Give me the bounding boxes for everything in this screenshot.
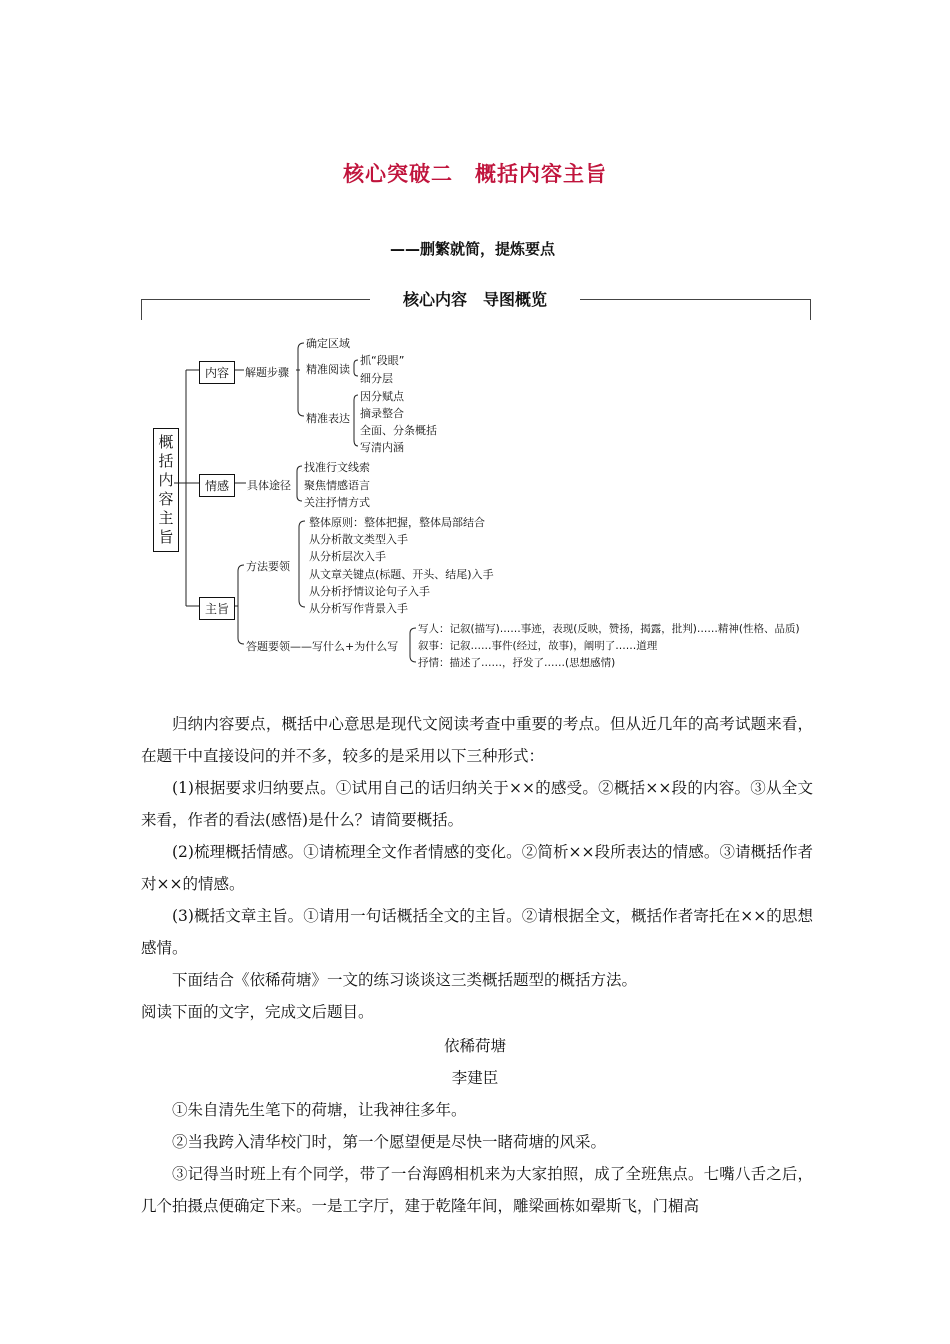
mindmap-content-s3c: 全面、分条概括	[360, 424, 437, 437]
article-title: 依稀荷塘	[443, 1037, 506, 1055]
mindmap-theme-m2: 从分析散文类型入手	[309, 533, 408, 546]
mindmap-emotion-path: 具体途径	[247, 479, 291, 492]
section-title: 核心内容 导图概览	[370, 287, 580, 310]
paragraph-type-3: (3)概括文章主旨。①请用一句话概括全文的主旨。②请根据全文，概括作者寄托在××的思想感情。	[141, 907, 813, 957]
mindmap-node-emotion: 情感	[199, 474, 235, 497]
article-paragraph-1: ①朱自清先生笔下的荷塘，让我神往多年。	[172, 1101, 467, 1119]
mindmap-theme-m1: 整体原则：整体把握，整体局部结合	[309, 516, 485, 529]
mindmap-node-theme: 主旨	[199, 597, 235, 620]
paragraph-method: 下面结合《依稀荷塘》一文的练习谈谈这三类概括题型的概括方法。	[172, 971, 638, 989]
mindmap-content-s3: 精准表达	[306, 412, 350, 425]
mindmap-content-s3a: 因分赋点	[360, 390, 404, 403]
paragraph-intro: 归纳内容要点，概括中心意思是现代文阅读考查中重要的考点。但从近几年的高考试题来看，在题干中直接设问的并不多，较多的是采用以下三种形式：	[141, 715, 813, 765]
paragraph-type-2: (2)梳理概括情感。①请梳理全文作者情感的变化。②简析××段所表达的情感。③请概括作者对××的情感。	[141, 843, 813, 893]
mindmap-emotion-e2: 聚焦情感语言	[304, 479, 370, 492]
page-title: 核心突破二 概括内容主旨	[343, 162, 607, 186]
mindmap-content-step: 解题步骤	[245, 366, 289, 379]
mindmap-theme-a2: 叙事：记叙……事件(经过，故事)，阐明了……道理	[418, 640, 658, 652]
paragraph-type-1: (1)根据要求归纳要点。①试用自己的话归纳关于××的感受。②概括××段的内容。③从全文来看，作者的看法(感悟)是什么？请简要概括。	[141, 779, 813, 829]
mindmap-root: 概括内容主旨	[153, 428, 179, 552]
mindmap-content-s2: 精准阅读	[306, 363, 350, 376]
mindmap-content-s3b: 摘录整合	[360, 407, 404, 420]
mindmap-theme-method: 方法要领	[246, 560, 290, 573]
mindmap-content-s3d: 写清内涵	[360, 441, 404, 454]
mindmap-theme-m4: 从文章关键点(标题、开头、结尾)入手	[309, 568, 494, 581]
mindmap-emotion-e1: 找准行文线索	[304, 461, 370, 474]
mindmap-theme-m5: 从分析抒情议论句子入手	[309, 585, 430, 598]
article-paragraph-2: ②当我跨入清华校门时，第一个愿望便是尽快一睹荷塘的风采。	[172, 1133, 607, 1151]
mindmap-content-s1: 确定区域	[306, 337, 350, 350]
paragraph-instruction: 阅读下面的文字，完成文后题目。	[141, 1003, 374, 1021]
mindmap-content-s2b: 细分层	[360, 372, 393, 385]
mindmap-node-content: 内容	[199, 361, 235, 384]
mindmap-emotion-e3: 关注抒情方式	[304, 496, 370, 509]
article-author: 李建臣	[451, 1069, 499, 1087]
mindmap-theme-m3: 从分析层次入手	[309, 550, 386, 563]
mindmap-content-s2a: 抓“段眼”	[360, 354, 405, 367]
mindmap-theme-answer: 答题要领——写什么+为什么写	[246, 640, 399, 653]
article-paragraph-3: ③记得当时班上有个同学，带了一台海鸥相机来为大家拍照，成了全班焦点。七嘴八舌之后，几个拍摄点便确定下来。一是工字厅，建于乾隆年间，雕梁画栋如翚斯飞，门楣高	[141, 1165, 813, 1215]
page-subtitle: ——删繁就简，提炼要点	[390, 240, 556, 258]
mindmap-theme-a1: 写人：记叙(描写)……事迹，表现(反映，赞扬，揭露，批判)……精神(性格、品质)	[418, 623, 800, 635]
mindmap-theme-m6: 从分析写作背景入手	[309, 602, 408, 615]
mindmap-theme-a3: 抒情：描述了……，抒发了……(思想感情)	[418, 657, 616, 669]
